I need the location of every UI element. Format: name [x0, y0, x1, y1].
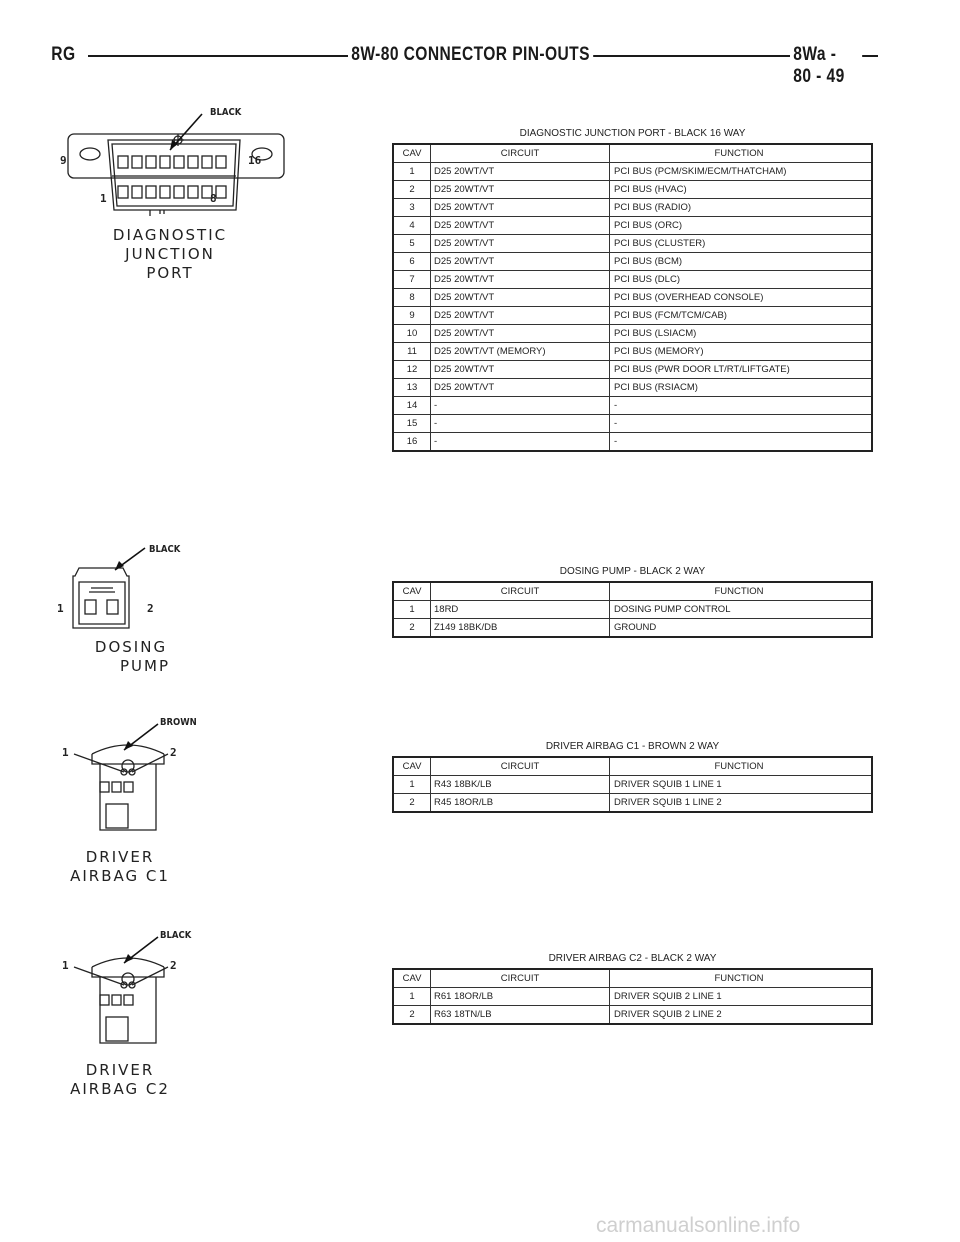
- header-section: RG: [48, 44, 79, 66]
- pin-label: 1: [62, 959, 69, 972]
- cavity-cell: 11: [393, 343, 431, 361]
- pinout-table: [392, 581, 873, 638]
- cavity-cell: 1: [393, 776, 431, 794]
- table-title: DRIVER AIRBAG C2 - BLACK 2 WAY: [548, 953, 717, 964]
- pin-label: 2: [147, 602, 154, 615]
- circuit-cell: D25 20WT/VT: [431, 325, 610, 343]
- driver-airbag-c2-figure: [60, 925, 260, 1098]
- cavity-cell: 4: [393, 217, 431, 235]
- color-tag-label: BLACK: [160, 930, 192, 941]
- circuit-cell: D25 20WT/VT: [431, 307, 610, 325]
- function-cell: PCI BUS (LSIACM): [610, 325, 873, 343]
- dosing-pump-figure: [55, 540, 255, 680]
- circuit-cell: R43 18BK/LB: [431, 776, 610, 794]
- cavity-cell: 1: [393, 988, 431, 1006]
- column-header: CAV: [393, 144, 431, 163]
- circuit-cell: D25 20WT/VT: [431, 163, 610, 181]
- cavity-cell: 5: [393, 235, 431, 253]
- cavity-cell: 9: [393, 307, 431, 325]
- cavity-cell: 1: [393, 163, 431, 181]
- function-cell: DRIVER SQUIB 2 LINE 1: [610, 988, 873, 1006]
- circuit-cell: Z149 18BK/DB: [431, 619, 610, 638]
- circuit-cell: D25 20WT/VT: [431, 181, 610, 199]
- color-tag-label: BROWN: [160, 717, 197, 728]
- circuit-cell: R63 18TN/LB: [431, 1006, 610, 1025]
- circuit-cell: -: [431, 397, 610, 415]
- driver-airbag-c1-connector-drawing: [60, 712, 260, 842]
- table-row: [393, 776, 872, 794]
- cavity-cell: 15: [393, 415, 431, 433]
- table-row: [393, 235, 872, 253]
- table-title: DIAGNOSTIC JUNCTION PORT - BLACK 16 WAY: [519, 128, 746, 139]
- table-row: [393, 163, 872, 181]
- cavity-cell: 6: [393, 253, 431, 271]
- cavity-cell: 1: [393, 601, 431, 619]
- page-header: [48, 44, 878, 87]
- pin-label: 2: [170, 959, 177, 972]
- table-title: DOSING PUMP - BLACK 2 WAY: [559, 566, 706, 577]
- table-row: [393, 379, 872, 397]
- table-row: [393, 397, 872, 415]
- column-header: CIRCUIT: [431, 144, 610, 163]
- function-cell: PCI BUS (PCM/SKIM/ECM/THATCHAM): [610, 163, 873, 181]
- function-cell: PCI BUS (HVAC): [610, 181, 873, 199]
- function-cell: DRIVER SQUIB 1 LINE 1: [610, 776, 873, 794]
- cavity-cell: 2: [393, 181, 431, 199]
- column-header: CAV: [393, 969, 431, 988]
- table-row: [393, 199, 872, 217]
- function-cell: PCI BUS (RSIACM): [610, 379, 873, 397]
- table-header-row: [393, 969, 872, 988]
- cavity-cell: 2: [393, 794, 431, 813]
- circuit-cell: D25 20WT/VT: [431, 361, 610, 379]
- pin-label: 1: [57, 602, 64, 615]
- table-row: [393, 289, 872, 307]
- cavity-cell: 8: [393, 289, 431, 307]
- table-row: [393, 601, 872, 619]
- table-header-row: [393, 582, 872, 601]
- watermark: carmanualsonline.info: [596, 1214, 801, 1237]
- circuit-cell: 18RD: [431, 601, 610, 619]
- table-row: [393, 361, 872, 379]
- circuit-cell: -: [431, 433, 610, 452]
- pinout-table: [392, 968, 873, 1025]
- function-cell: PCI BUS (RADIO): [610, 199, 873, 217]
- function-cell: DRIVER SQUIB 1 LINE 2: [610, 794, 873, 813]
- cavity-cell: 7: [393, 271, 431, 289]
- cavity-cell: 12: [393, 361, 431, 379]
- circuit-cell: D25 20WT/VT: [431, 199, 610, 217]
- pin-label: 1: [100, 192, 107, 205]
- table-row: [393, 619, 872, 638]
- color-tag-label: BLACK: [210, 107, 242, 118]
- table-row: [393, 217, 872, 235]
- cavity-cell: 13: [393, 379, 431, 397]
- circuit-cell: D25 20WT/VT (MEMORY): [431, 343, 610, 361]
- column-header: FUNCTION: [610, 582, 873, 601]
- table-header-row: [393, 757, 872, 776]
- circuit-cell: D25 20WT/VT: [431, 235, 610, 253]
- column-header: CAV: [393, 582, 431, 601]
- cavity-cell: 14: [393, 397, 431, 415]
- function-cell: -: [610, 415, 873, 433]
- function-cell: DOSING PUMP CONTROL: [610, 601, 873, 619]
- driver-airbag-c1-figure: [60, 712, 260, 885]
- table-row: [393, 1006, 872, 1025]
- pinout-table: [392, 143, 873, 452]
- function-cell: PCI BUS (FCM/TCM/CAB): [610, 307, 873, 325]
- table-row: [393, 415, 872, 433]
- connector-name-label: DIAGNOSTIC JUNCTION PORT: [112, 226, 228, 282]
- function-cell: -: [610, 397, 873, 415]
- table-header-row: [393, 144, 872, 163]
- function-cell: GROUND: [610, 619, 873, 638]
- circuit-cell: -: [431, 415, 610, 433]
- column-header: FUNCTION: [610, 969, 873, 988]
- circuit-cell: D25 20WT/VT: [431, 271, 610, 289]
- circuit-cell: D25 20WT/VT: [431, 217, 610, 235]
- table-row: [393, 343, 872, 361]
- cavity-cell: 16: [393, 433, 431, 452]
- pin-label: 8: [210, 192, 217, 205]
- cavity-cell: 2: [393, 619, 431, 638]
- table-title: DRIVER AIRBAG C1 - BROWN 2 WAY: [545, 741, 720, 752]
- cavity-cell: 10: [393, 325, 431, 343]
- circuit-cell: D25 20WT/VT: [431, 289, 610, 307]
- circuit-cell: R61 18OR/LB: [431, 988, 610, 1006]
- color-tag-label: BLACK: [149, 544, 181, 555]
- function-cell: PCI BUS (ORC): [610, 217, 873, 235]
- column-header: CAV: [393, 757, 431, 776]
- table-row: [393, 307, 872, 325]
- column-header: FUNCTION: [610, 144, 873, 163]
- function-cell: PCI BUS (CLUSTER): [610, 235, 873, 253]
- diagnostic-junction-port-figure: [60, 100, 290, 290]
- pin-label: 9: [60, 154, 67, 167]
- function-cell: PCI BUS (DLC): [610, 271, 873, 289]
- function-cell: DRIVER SQUIB 2 LINE 2: [610, 1006, 873, 1025]
- table-row: [393, 794, 872, 813]
- circuit-cell: D25 20WT/VT: [431, 379, 610, 397]
- function-cell: PCI BUS (BCM): [610, 253, 873, 271]
- pin-label: 2: [170, 746, 177, 759]
- column-header: CIRCUIT: [431, 757, 610, 776]
- connector-name-label: DRIVER AIRBAG C1: [70, 848, 170, 885]
- pin-label: 16: [248, 154, 262, 167]
- connector-name-label: DOSING PUMP: [94, 638, 170, 675]
- connector-name-label: DRIVER AIRBAG C2: [70, 1061, 170, 1098]
- cavity-cell: 3: [393, 199, 431, 217]
- column-header: FUNCTION: [610, 757, 873, 776]
- circuit-cell: D25 20WT/VT: [431, 253, 610, 271]
- function-cell: PCI BUS (OVERHEAD CONSOLE): [610, 289, 873, 307]
- header-title: 8W-80 CONNECTOR PIN-OUTS: [348, 44, 593, 66]
- pin-label: 1: [62, 746, 69, 759]
- cavity-cell: 2: [393, 1006, 431, 1025]
- function-cell: PCI BUS (MEMORY): [610, 343, 873, 361]
- table-row: [393, 988, 872, 1006]
- column-header: CIRCUIT: [431, 582, 610, 601]
- driver-airbag-c2-connector-drawing: [60, 925, 260, 1055]
- pinout-table: [392, 756, 873, 813]
- table-row: [393, 433, 872, 452]
- circuit-cell: R45 18OR/LB: [431, 794, 610, 813]
- table-row: [393, 181, 872, 199]
- table-row: [393, 271, 872, 289]
- column-header: CIRCUIT: [431, 969, 610, 988]
- function-cell: PCI BUS (PWR DOOR LT/RT/LIFTGATE): [610, 361, 873, 379]
- header-page-number: 8Wa - 80 - 49: [790, 44, 862, 88]
- function-cell: -: [610, 433, 873, 452]
- table-row: [393, 253, 872, 271]
- table-row: [393, 325, 872, 343]
